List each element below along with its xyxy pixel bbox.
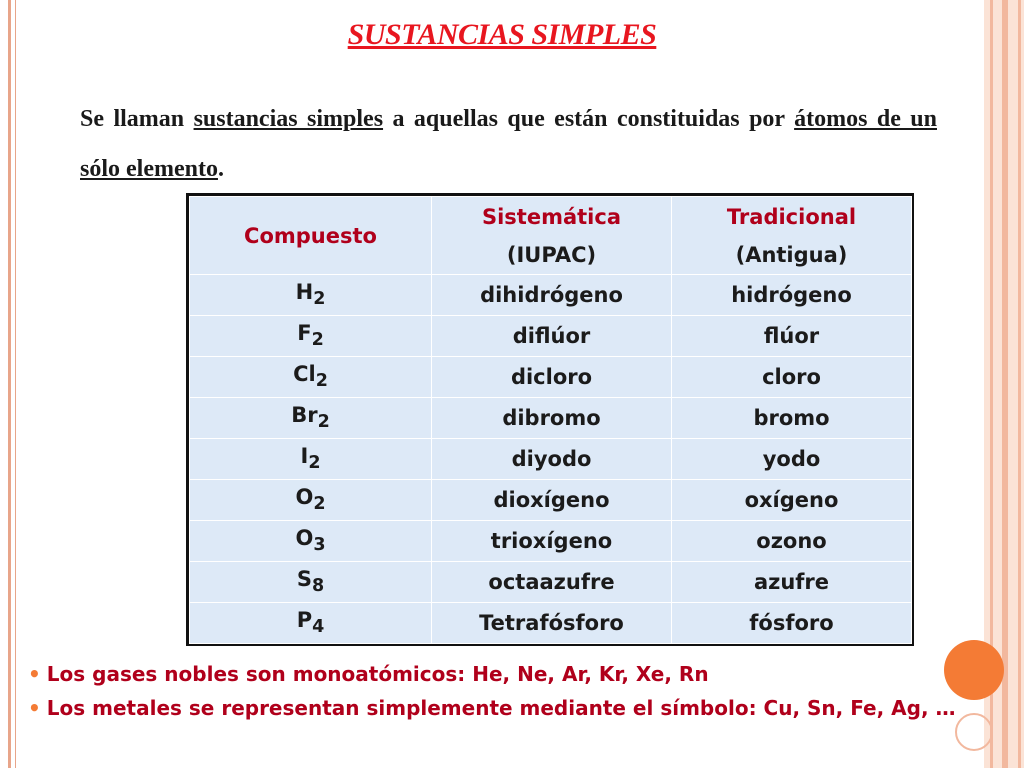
cell-systematic: dibromo <box>432 398 672 439</box>
formula-subscript: 2 <box>313 494 326 515</box>
cell-traditional: flúor <box>672 316 912 357</box>
nomenclature-table-frame <box>186 193 914 646</box>
cell-systematic: trioxígeno <box>432 521 672 562</box>
formula-subscript: 2 <box>311 330 324 351</box>
cell-traditional: azufre <box>672 562 912 603</box>
formula-subscript: 2 <box>308 453 321 474</box>
header-compuesto <box>190 197 432 275</box>
cell-formula <box>190 603 432 644</box>
table-row <box>190 316 912 357</box>
cell-traditional: yodo <box>672 439 912 480</box>
cell-systematic: Tetrafósforo <box>432 603 672 644</box>
formula-subscript: 2 <box>317 412 330 433</box>
formula-symbol: Br <box>291 403 318 428</box>
slide-title: SUSTANCIAS SIMPLES <box>347 18 657 51</box>
cell-systematic: diyodo <box>432 439 672 480</box>
cell-traditional: bromo <box>672 398 912 439</box>
cell-traditional: hidrógeno <box>672 275 912 316</box>
cell-formula <box>190 562 432 603</box>
cell-formula <box>190 275 432 316</box>
table-row <box>190 357 912 398</box>
formula-symbol: H <box>295 280 314 305</box>
formula-symbol: S <box>296 567 312 592</box>
formula-symbol: Cl <box>293 362 316 387</box>
cell-formula <box>190 480 432 521</box>
table-row <box>190 562 912 603</box>
intro-paragraph <box>80 94 937 194</box>
header-tradicional-line2: (Antigua) <box>735 242 848 267</box>
formula-subscript: 3 <box>313 535 326 556</box>
cell-traditional: fósforo <box>672 603 912 644</box>
cell-systematic: dicloro <box>432 357 672 398</box>
header-sistematica-line1: Sistemática <box>481 204 621 229</box>
circle-outline-decoration <box>955 713 993 751</box>
formula-subscript: 8 <box>311 576 325 597</box>
bullet-icon: • <box>28 696 41 720</box>
left-frame-line <box>8 0 11 768</box>
cell-traditional: cloro <box>672 357 912 398</box>
formula-subscript: 2 <box>315 371 328 392</box>
intro-highlight-2: átomos de un sólo elemento <box>80 106 937 182</box>
cell-systematic: dihidrógeno <box>432 275 672 316</box>
cell-systematic: octaazufre <box>432 562 672 603</box>
formula-symbol: O <box>295 485 314 510</box>
formula-symbol: P <box>296 608 313 633</box>
formula-subscript: 4 <box>312 617 325 638</box>
header-compuesto-label: Compuesto <box>244 223 377 248</box>
table-header-row <box>190 197 912 275</box>
note-text: Los gases nobles son monoatómicos: He, Ne, Ar, Kr, Xe, Rn <box>46 662 709 686</box>
table-row <box>190 603 912 644</box>
table-body <box>190 275 912 644</box>
formula-symbol: I <box>300 444 309 469</box>
table-row <box>190 275 912 316</box>
formula-symbol: O <box>295 526 314 551</box>
table-row <box>190 521 912 562</box>
note-item <box>28 657 958 691</box>
note-text: Los metales se representan simplemente mediante el símbolo: Cu, Sn, Fe, Ag, … <box>46 696 956 720</box>
table-row <box>190 398 912 439</box>
table-row <box>190 439 912 480</box>
cell-formula <box>190 398 432 439</box>
table-row <box>190 480 912 521</box>
intro-text-3: . <box>217 156 224 182</box>
cell-systematic: diflúor <box>432 316 672 357</box>
intro-text-2: a aquellas que están constituidas por <box>383 106 795 132</box>
formula-subscript: 2 <box>313 289 326 310</box>
bullet-icon: • <box>28 662 41 686</box>
cell-formula <box>190 521 432 562</box>
header-tradicional <box>672 197 912 275</box>
header-sistematica <box>432 197 672 275</box>
header-sistematica-line2: (IUPAC) <box>506 242 597 267</box>
header-tradicional-line1: Tradicional <box>726 204 857 229</box>
notes-list <box>28 657 958 725</box>
note-item <box>28 691 958 725</box>
left-frame-line-inner <box>15 0 16 768</box>
cell-formula <box>190 439 432 480</box>
cell-traditional: oxígeno <box>672 480 912 521</box>
formula-symbol: F <box>297 321 312 346</box>
cell-systematic: dioxígeno <box>432 480 672 521</box>
cell-formula <box>190 357 432 398</box>
cell-formula <box>190 316 432 357</box>
nomenclature-table <box>189 196 912 644</box>
cell-traditional: ozono <box>672 521 912 562</box>
intro-highlight-1: sustancias simples <box>193 106 384 132</box>
intro-text-1: Se llaman <box>80 106 194 132</box>
